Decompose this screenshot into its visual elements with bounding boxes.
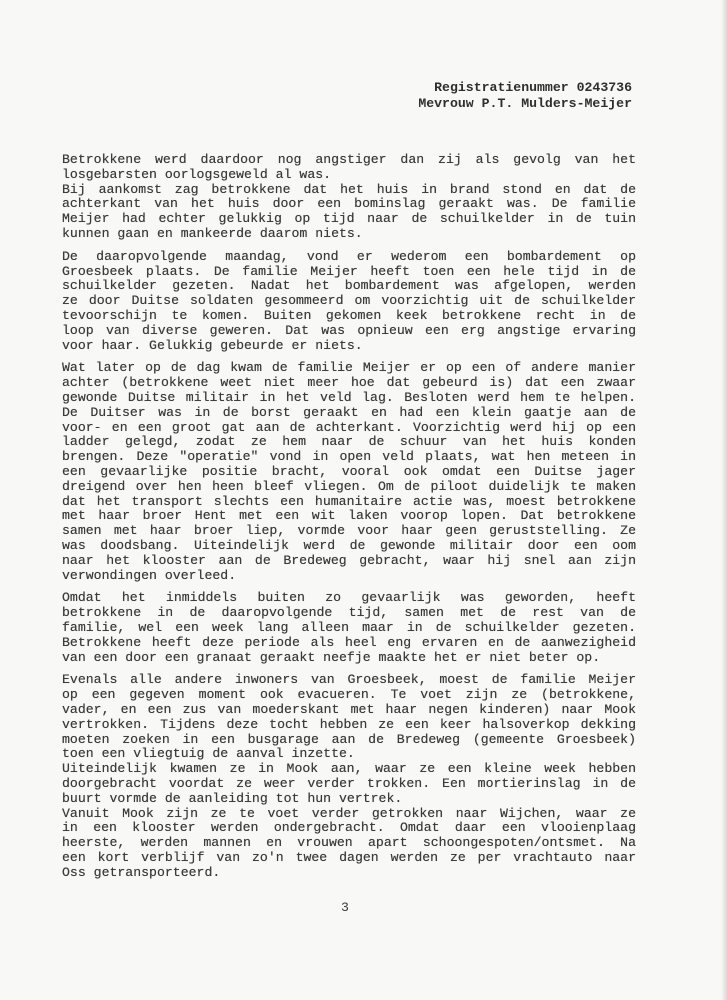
paragraph-5-line: toen een vliegtuig de aanval inzette. <box>62 746 355 762</box>
person-name: Mevrouw P.T. Mulders-Meijer <box>418 96 632 111</box>
paragraph-4-line: Betrokkene heeft deze periode als heel eng ervaren en de aanwezigheid <box>62 635 636 650</box>
paragraph-3-line: dat het transport slechts een humanitaire actie was, moest betrokkene <box>62 494 636 509</box>
paragraph-3-line: verwondingen overleed. <box>62 567 237 583</box>
paragraph-4-line: betrokkene in de daaropvolgende tijd, samen met de rest van de <box>62 606 636 621</box>
paragraph-5-line: Evenals alle andere inwoners van Groesbeek, moest de familie Meijer <box>62 673 636 688</box>
paragraph-4-line: van een door een granaat geraakt neefje maakte het er niet beter op. <box>62 649 601 665</box>
paragraph-5-line: heerste, werden mannen en vrouwen apart schoongespoten/ontsmet. Na <box>62 836 636 851</box>
paragraph-3-line: brengen. Deze "operatie" vond in open veld plaats, wat hen meteen in <box>62 450 636 465</box>
paragraph-1-line: Bij aankomst zag betrokkene dat het huis in brand stond en dat de <box>62 182 636 197</box>
paragraph-2-line: voor haar. Gelukkig gebeurde er niets. <box>62 337 363 353</box>
paragraph-3-line: voor- en een groot gat aan de achterkant. Voorzichtig werd hij op een <box>62 420 636 435</box>
paragraph-1-line: Meijer had echter gelukkig op tijd naar de schuilkelder in de tuin <box>62 212 636 227</box>
page-number: 3 <box>341 900 349 915</box>
paragraph-2-line: ze door Duitse soldaten gesommeerd om voorzichtig uit de schuilkelder <box>62 294 636 309</box>
registration-number: Registratienummer 0243736 <box>434 80 632 95</box>
paragraph-2-line: tevoorschijn te komen. Buiten gekomen keek betrokkene recht in de <box>62 309 636 323</box>
paragraph-3-line: De Duitser was in de borst geraakt en had een klein gaatje aan de <box>62 405 636 420</box>
paragraph-4-line: familie, wel een week lang alleen maar in de schuilkelder gezeten. <box>62 621 636 635</box>
paragraph-5-line: doorgebracht voordat ze weer verder trokken. Een mortierinslag in de <box>62 777 636 791</box>
paragraph-5-line: buurt vormde de aanleiding tot hun vertrek. <box>62 790 403 806</box>
paragraph-5-line: Uiteindelijk kwamen ze in Mook aan, waar ze een kleine week hebben <box>62 762 636 777</box>
paragraph-3-line: ladder gelegd, zodat ze hem naar de schuur van het huis konden <box>62 435 636 450</box>
paragraph-5-line: Oss getransporteerd. <box>62 864 221 880</box>
paragraph-5-line: vertrokken. Tijdens deze tocht hebben ze een keer halsoverkop dekking <box>62 717 636 732</box>
paragraph-5-line: Vanuit Mook zijn ze te voet verder getrokken naar Wijchen, waar ze <box>62 806 636 821</box>
paragraph-4-line: Omdat het inmiddels buiten zo gevaarlijk was geworden, heeft <box>62 591 636 606</box>
paragraph-3-line: dreigend over hen heen bleef vliegen. Om de piloot duidelijk te maken <box>62 479 636 494</box>
paragraph-1-line: achterkant van het huis door een bominslag geraakt was. De familie <box>62 197 636 212</box>
paragraph-3-line: gewonde Duitse militair in het veld lag. Besloten werd hem te helpen. <box>62 391 636 405</box>
paragraph-5-line: vader, en een zus van moederskant met haar negen kinderen) naar Mook <box>62 703 636 717</box>
paragraph-3-line: Wat later op de dag kwam de familie Meijer er op een of andere manier <box>62 361 636 376</box>
paragraph-3-line: samen met haar broer liep, vormde voor haar geen geruststelling. Ze <box>62 524 636 539</box>
paragraph-2-line: loop van diverse geweren. Dat was opnieuw een erg angstige ervaring <box>62 323 636 338</box>
paragraph-1-line: losgebarsten oorlogsgeweld al was. <box>62 166 332 182</box>
paragraph-3-line: achter (betrokkene weet niet meer hoe dat gebeurd is) dat een zwaar <box>62 376 636 391</box>
paragraph-2-line: Groesbeek plaats. De familie Meijer heeft toen een hele tijd in de <box>62 264 636 279</box>
paragraph-5-line: in een klooster werden ondergebracht. Omdat daar een vlooienplaag <box>62 821 636 836</box>
paragraph-5-line: een kort verblijf van zo'n twee dagen werden ze per vrachtauto naar <box>62 851 636 865</box>
paragraph-1-line: Betrokkene werd daardoor nog angstiger dan zij als gevolg van het <box>62 153 636 167</box>
paragraph-2-line: De daaropvolgende maandag, vond er wederom een bombardement op <box>62 249 636 264</box>
paragraph-5-line: moeten zoeken in een busgarage aan de Bredeweg (gemeente Groesbeek) <box>62 732 636 747</box>
paragraph-5-line: op een gegeven moment ook evacueren. Te voet zijn ze (betrokkene, <box>62 688 636 703</box>
paragraph-3-line: met haar broer Hent met een wit laken voorop lopen. Dat betrokkene <box>62 509 636 524</box>
paragraph-1-line: kunnen gaan en mankeerde daarom niets. <box>62 226 363 241</box>
paragraph-2-line: schuilkelder gezeten. Nadat het bombardement was afgelopen, werden <box>62 279 636 294</box>
paragraph-3-line: een gevaarlijke positie bracht, vooral ook omdat een Duitse jager <box>62 465 636 479</box>
paragraph-3-line: was doodsbang. Uiteindelijk werd de gewonde militair door een oom <box>62 539 636 553</box>
paragraph-3-line: naar het klooster aan de Bredeweg gebracht, waar hij snel aan zijn <box>62 553 636 568</box>
page-edge-shadow <box>721 0 727 1000</box>
